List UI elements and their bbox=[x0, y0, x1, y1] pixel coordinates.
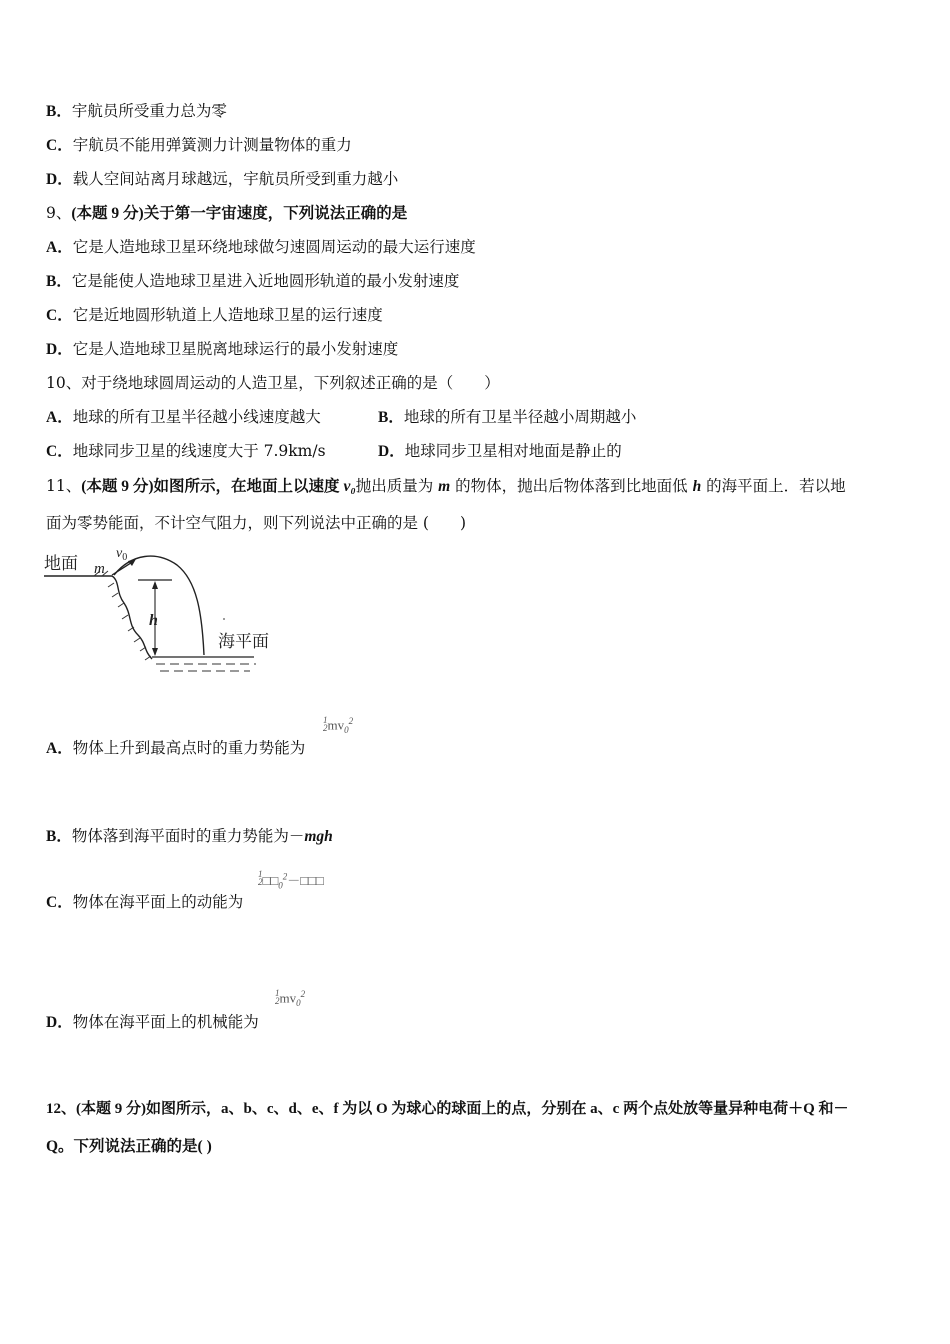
option-label: A． bbox=[46, 740, 73, 757]
formula-subscript: 0 bbox=[278, 880, 283, 891]
q10-option-b bbox=[378, 407, 636, 428]
formula-subscript: 0 bbox=[296, 997, 301, 1008]
ground-label: 地面 bbox=[44, 554, 78, 574]
formula-body: mv bbox=[327, 717, 345, 733]
option-label: A． bbox=[46, 239, 73, 256]
q11-option-d-formula bbox=[275, 989, 305, 1008]
question-stem-part: 的物体，抛出后物体落到比地面低 bbox=[450, 477, 693, 495]
sea-level-label: 海平面 bbox=[218, 632, 269, 652]
q10-option-a bbox=[46, 407, 321, 428]
cliff-line bbox=[112, 576, 152, 659]
q9-option-b bbox=[46, 271, 459, 292]
q11-figure bbox=[42, 543, 292, 683]
option-label: B． bbox=[46, 828, 72, 845]
formula-subscript: 0 bbox=[344, 724, 349, 735]
option-label: D． bbox=[46, 1014, 73, 1031]
option-label: C． bbox=[46, 137, 73, 154]
trajectory-curve bbox=[114, 556, 204, 655]
q12-stem-line2: Q。下列说法正确的是( ) bbox=[46, 1138, 212, 1155]
option-text: 地球的所有卫星半径越小线速度越大 bbox=[72, 408, 321, 426]
formula-superscript: 2 bbox=[282, 871, 288, 882]
q11-option-d bbox=[46, 1012, 259, 1033]
formula-body: mv bbox=[279, 990, 297, 1006]
q11-stem-line2: 面为零势能面，不计空气阻力，则下列说法中正确的是 ( ) bbox=[46, 514, 467, 532]
option-label: A． bbox=[46, 409, 73, 426]
q8-option-d bbox=[46, 169, 398, 190]
height-label: h bbox=[149, 612, 158, 629]
formula-fraction: 1 2 bbox=[323, 715, 328, 733]
q9-option-d bbox=[46, 339, 398, 360]
option-text: 物体落到海平面时的重力势能为－ bbox=[71, 827, 305, 845]
question-stem: (本题 9 分)关于第一宇宙速度，下列说法正确的是 bbox=[71, 205, 408, 222]
option-text: 物体上升到最高点时的重力势能为 bbox=[72, 739, 306, 757]
velocity-subscript: 0 bbox=[122, 552, 128, 563]
formula-tail: －□□□ bbox=[287, 873, 324, 888]
q11-option-a-formula bbox=[323, 716, 353, 735]
q9-stem bbox=[46, 203, 407, 224]
velocity-letter: v bbox=[116, 546, 123, 561]
option-text: 地球同步卫星相对地面是静止的 bbox=[404, 442, 622, 460]
q8-option-c bbox=[46, 135, 352, 156]
q10-option-c bbox=[46, 441, 326, 462]
option-label: D． bbox=[46, 171, 73, 188]
option-label: B． bbox=[46, 273, 72, 290]
option-text: 它是能使人造地球卫星进入近地圆形轨道的最小发射速度 bbox=[71, 272, 460, 290]
q11-stem bbox=[46, 476, 846, 497]
option-text: 物体在海平面上的动能为 bbox=[72, 893, 244, 911]
formula-body: mgh bbox=[304, 828, 333, 845]
velocity-symbol: v₀ bbox=[343, 478, 356, 495]
option-label: D． bbox=[46, 341, 73, 358]
option-label: C． bbox=[46, 307, 73, 324]
option-text: 地球的所有卫星半径越小周期越小 bbox=[403, 408, 637, 426]
q10-stem: 10、对于绕地球圆周运动的人造卫星，下列叙述正确的是（ ） bbox=[46, 374, 500, 392]
question-number: 9、 bbox=[46, 204, 72, 222]
cliff-hatch bbox=[108, 583, 151, 660]
option-text: 它是人造地球卫星环绕地球做匀速圆周运动的最大运行速度 bbox=[72, 238, 476, 256]
formula-fraction: 1 2 bbox=[258, 869, 263, 887]
question-stem-part: 的海平面上．若以地 bbox=[701, 477, 846, 495]
mass-symbol: m bbox=[438, 478, 451, 495]
q9-option-a bbox=[46, 237, 476, 258]
q8-option-b bbox=[46, 101, 227, 122]
formula-superscript: 2 bbox=[348, 716, 354, 726]
sea-water bbox=[156, 664, 256, 671]
question-stem-part: (本题 9 分)如图所示，在地面上以速度 bbox=[81, 478, 344, 495]
height-symbol: h bbox=[692, 478, 702, 495]
q9-option-c bbox=[46, 305, 383, 326]
option-label: D． bbox=[378, 443, 405, 460]
question-number: 11、 bbox=[46, 477, 82, 495]
option-label: C． bbox=[46, 894, 73, 911]
question-stem-part: 抛出质量为 bbox=[355, 477, 439, 495]
option-text: 宇航员所受重力总为零 bbox=[71, 102, 227, 120]
q11-option-a bbox=[46, 738, 305, 759]
q11-option-c bbox=[46, 892, 243, 913]
q12-stem-line1: 12、(本题 9 分)如图所示，a、b、c、d、e、f 为以 O 为球心的球面上的点，分别在 a、c 两个点处放等量异种电荷＋Q 和－ bbox=[46, 1101, 849, 1117]
formula-fraction: 1 2 bbox=[275, 988, 280, 1006]
q10-option-d bbox=[378, 441, 622, 462]
option-text: 它是近地圆形轨道上人造地球卫星的运行速度 bbox=[72, 306, 383, 324]
option-label: B． bbox=[378, 409, 404, 426]
option-text: 它是人造地球卫星脱离地球运行的最小发射速度 bbox=[72, 340, 399, 358]
velocity-label bbox=[116, 546, 127, 563]
option-text: 宇航员不能用弹簧测力计测量物体的重力 bbox=[72, 136, 352, 154]
q11-option-b bbox=[46, 826, 333, 847]
q11-option-c-formula bbox=[258, 870, 324, 891]
option-label: B． bbox=[46, 103, 72, 120]
mass-label: m bbox=[94, 561, 105, 577]
height-arrowhead-top bbox=[152, 581, 158, 589]
formula-superscript: 2 bbox=[300, 989, 306, 999]
option-text: 地球同步卫星的线速度大于 7.9km/s bbox=[72, 442, 326, 460]
formula-body: □□ bbox=[262, 873, 279, 888]
height-arrowhead-bottom bbox=[152, 648, 158, 656]
option-text: 载人空间站离月球越远，宇航员所受到重力越小 bbox=[72, 170, 399, 188]
speck-dot bbox=[223, 618, 225, 620]
option-text: 物体在海平面上的机械能为 bbox=[72, 1013, 259, 1031]
option-label: C． bbox=[46, 443, 73, 460]
